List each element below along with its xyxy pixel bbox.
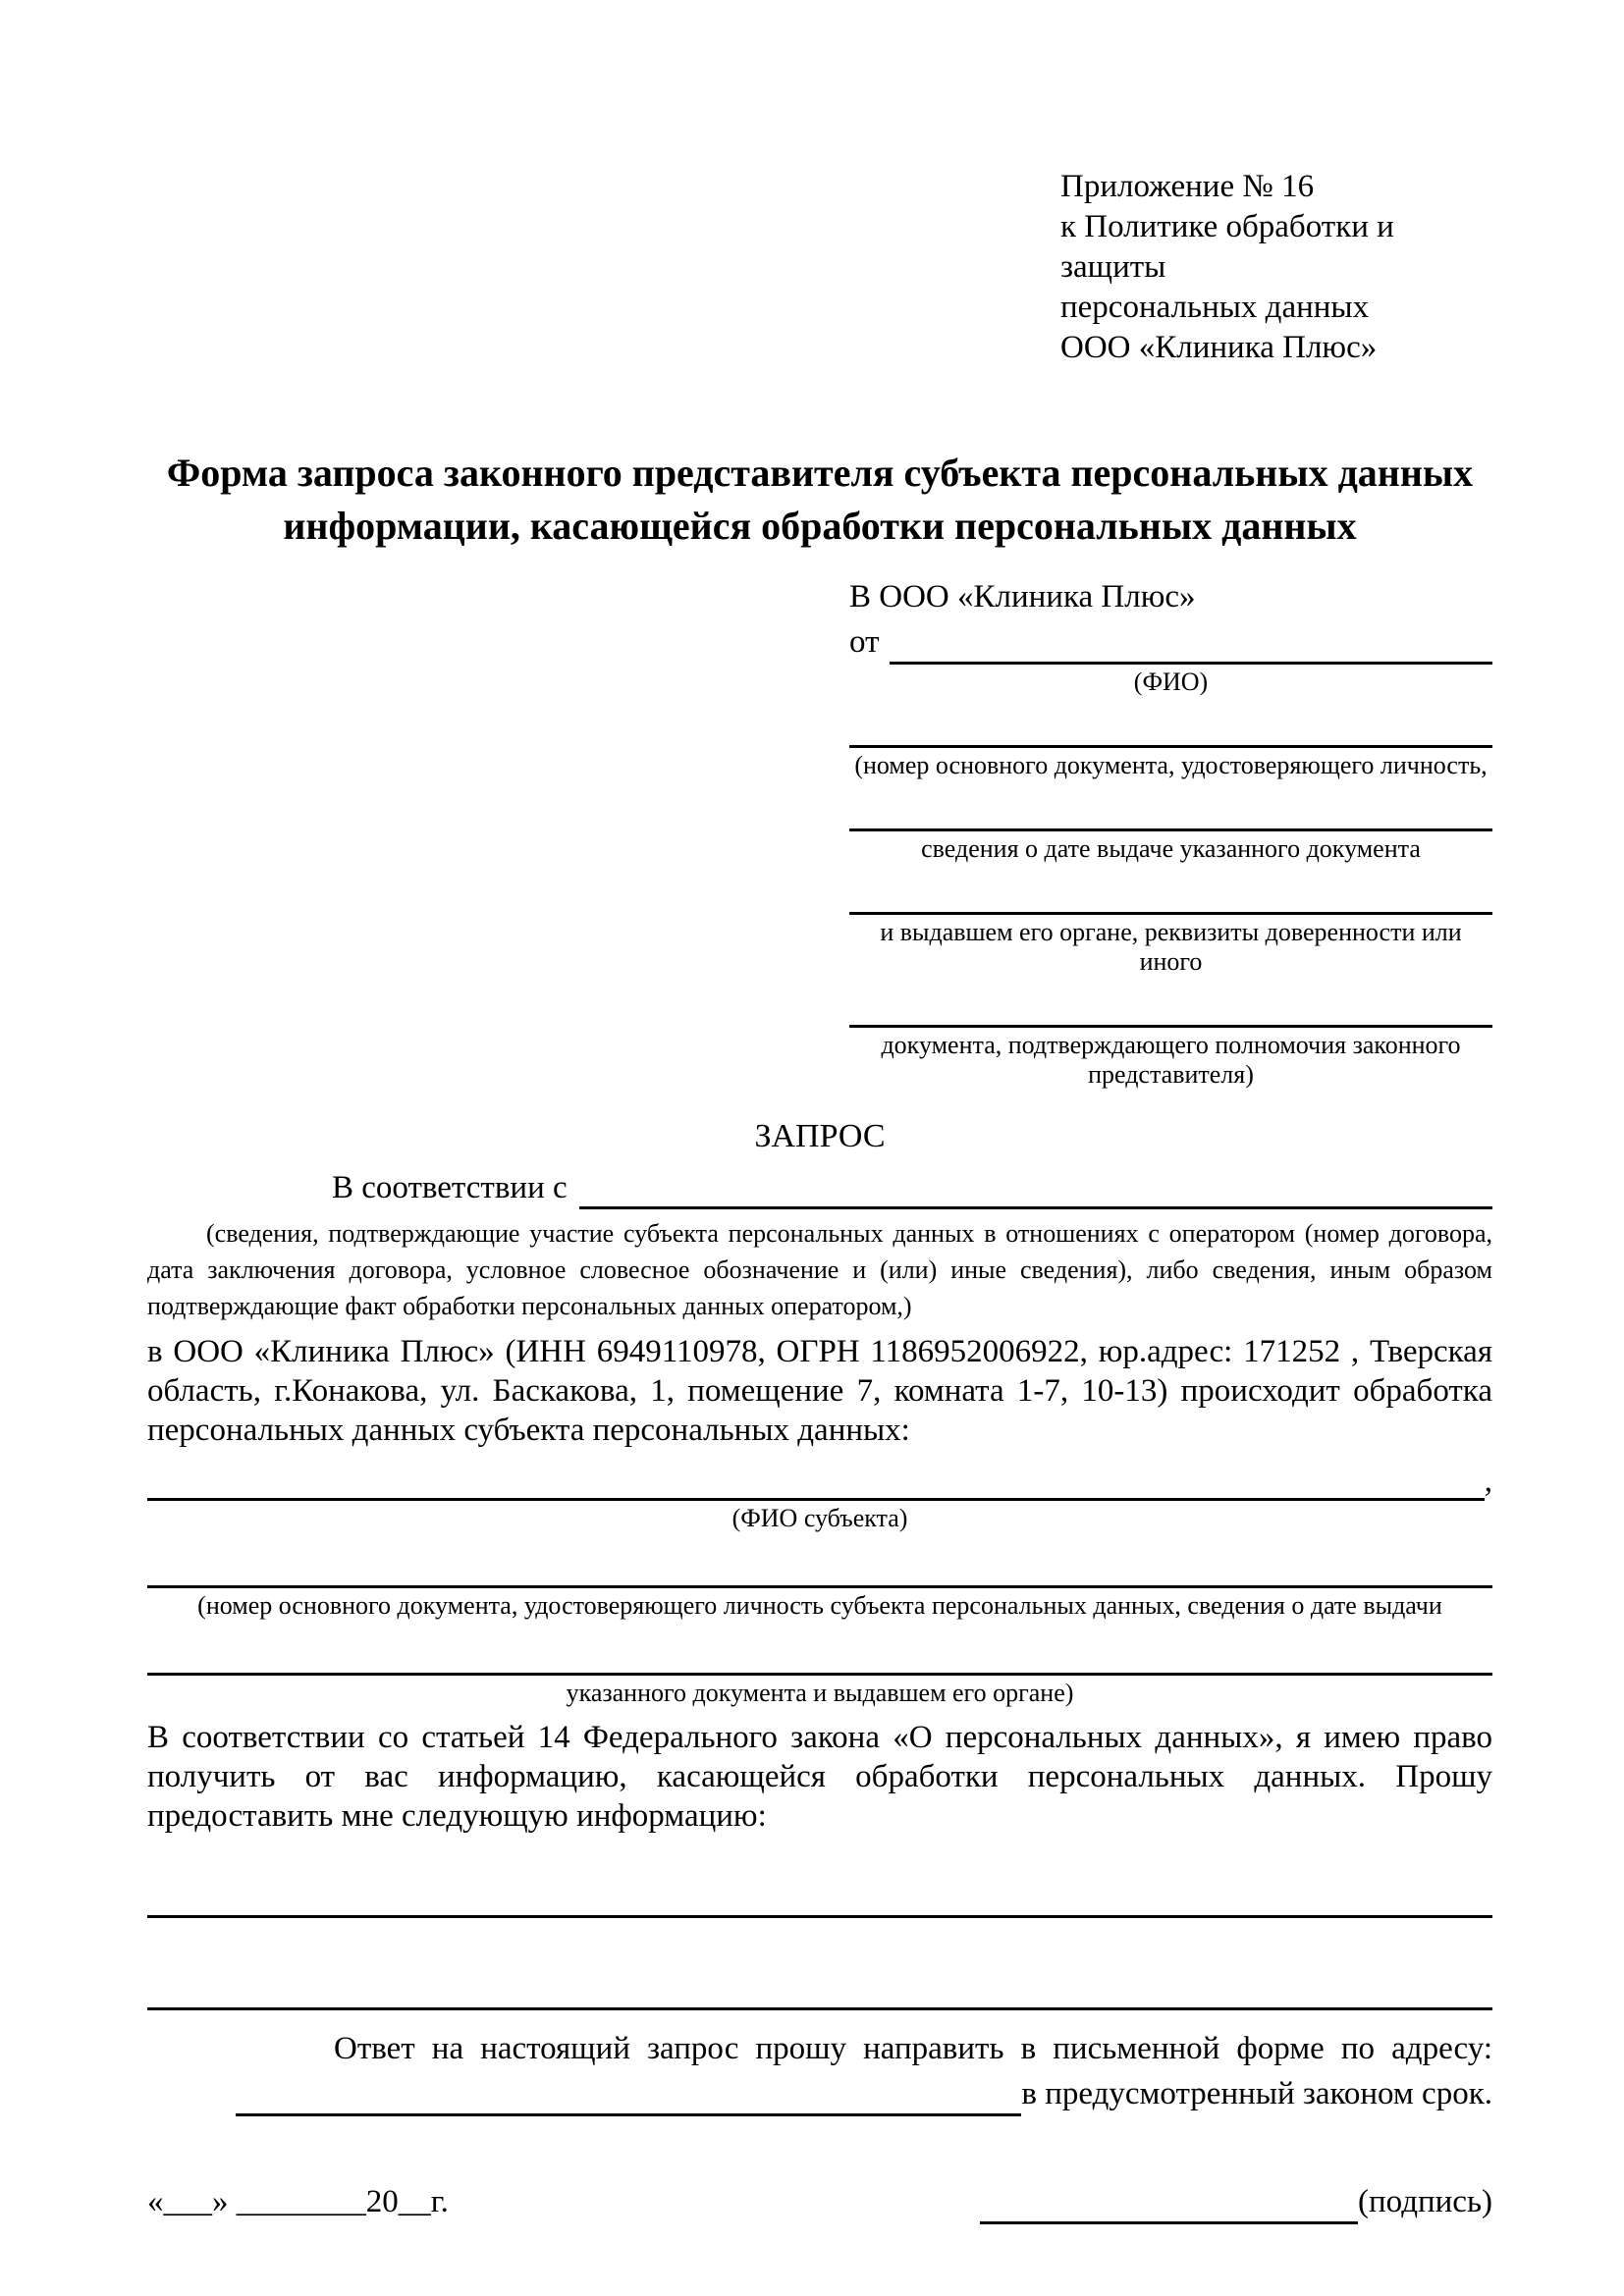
subject-document-fill-line[interactable]	[147, 1551, 1492, 1588]
subject-document-fill-line-2[interactable]	[147, 1638, 1492, 1676]
document-title: Форма запроса законного представителя субъекта персональных данных информации, касающейся обработки персональных данных	[166, 451, 1474, 548]
accordance-label: В соответствии с	[332, 1170, 568, 1205]
id-document-fill-line[interactable]	[849, 711, 1492, 748]
representative-authority-fill-line[interactable]	[849, 990, 1492, 1028]
fio-caption: (ФИО)	[1133, 667, 1209, 696]
subject-fio-suffix: ,	[1484, 1464, 1492, 1499]
subject-document-caption-1: (номер основного документа, удостоверяющего личность субъекта персональных данных, сведения о дате выдачи	[197, 1591, 1442, 1620]
requested-info-fill-line-2[interactable]	[147, 1973, 1492, 2010]
answer-sentence-end: в предусмотренный законом срок.	[1021, 2076, 1492, 2111]
subject-document-caption-2: указанного документа и выдавшем его органе)	[566, 1679, 1074, 1707]
appendix-line-3: персональных данных	[1060, 290, 1370, 325]
subject-fio-caption: (ФИО субъекта)	[731, 1504, 908, 1532]
signature-group	[980, 2179, 1492, 2224]
signature-fill-line[interactable]	[980, 2191, 1358, 2224]
addressee-block	[849, 574, 1492, 1090]
appendix-line-2: к Политике обработки и защиты	[1060, 209, 1394, 285]
from-label: от	[849, 624, 880, 660]
accordance-row	[147, 1166, 1492, 1209]
issuing-authority-caption: и выдавшем его органе, реквизиты доверенности или иного	[880, 918, 1462, 976]
accordance-note: (сведения, подтверждающие участие субъекта персональных данных в отношениях с оператором (номер договора, дата заключения договора, условное словесное обозначение и (или) иные сведения), либо сведения, иным образом подтверждающие факт обработки персональных данных оператором,)	[147, 1219, 1492, 1320]
appendix-line-1: Приложение № 16	[1060, 169, 1315, 204]
issue-date-caption: сведения о дате выдаче указанного документа	[921, 834, 1421, 863]
law-paragraph: В соответствии со статьей 14 Федерального закона «О персональных данных», я имею право получить от вас информацию, касающейся обработки персональных данных. Прошу предоставить мне следующую информацию:	[147, 1720, 1492, 1834]
issue-date-fill-line[interactable]	[849, 794, 1492, 831]
answer-address-fill-line[interactable]	[236, 2083, 1021, 2116]
footer-row	[147, 2179, 1492, 2224]
addressee-from-row	[849, 619, 1492, 665]
date-placeholder: «___» ________20__г.	[147, 2184, 449, 2219]
subject-fio-fill-line[interactable]	[147, 1471, 1485, 1501]
answer-sentence: Ответ на настоящий запрос прошу направить в письменной форме по адресу:	[334, 2031, 1492, 2066]
accordance-fill-line[interactable]	[579, 1176, 1492, 1209]
representative-authority-caption: документа, подтверждающего полномочия законного представителя)	[881, 1031, 1461, 1089]
subject-fio-row	[147, 1462, 1492, 1501]
operator-paragraph: в ООО «Клиника Плюс» (ИНН 6949110978, ОГРН 1186952006922, юр.адрес: 171252 , Тверская область, г.Конакова, ул. Баскакова, 1, помещение 7, комната 1-7, 10-13) происходит обработка персональных данных субъекта персональных данных:	[147, 1334, 1492, 1448]
issuing-authority-fill-line[interactable]	[849, 878, 1492, 915]
appendix-header	[1060, 167, 1492, 368]
answer-address-row	[147, 2071, 1492, 2116]
fio-fill-line[interactable]	[890, 629, 1493, 665]
id-document-caption: (номер основного документа, удостоверяющего личность,	[854, 751, 1488, 779]
appendix-line-4: ООО «Клиника Плюс»	[1060, 330, 1378, 365]
addressee-to: В ООО «Клиника Плюс»	[849, 579, 1196, 614]
signature-caption: (подпись)	[1358, 2184, 1492, 2219]
requested-info-fill-line-1[interactable]	[147, 1881, 1492, 1918]
request-heading: ЗАПРОС	[754, 1118, 886, 1154]
